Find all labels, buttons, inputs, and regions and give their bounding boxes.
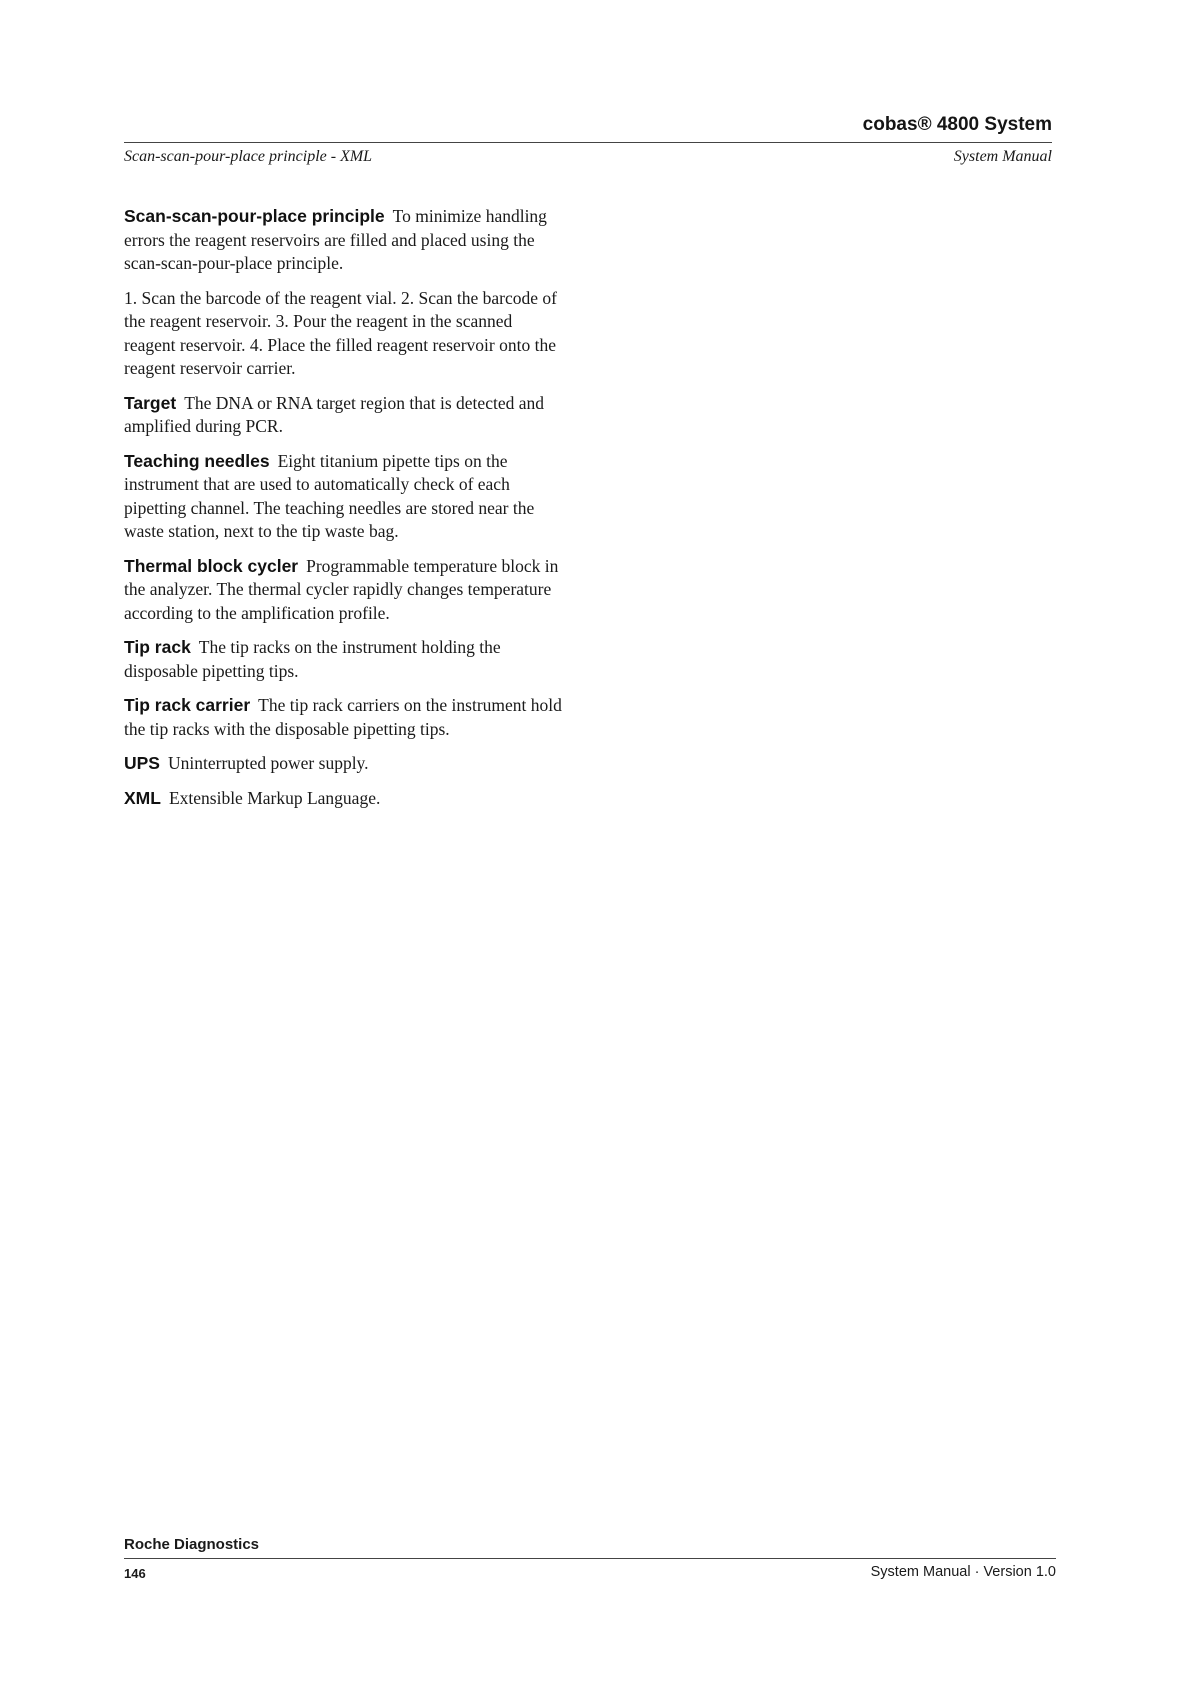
glossary-list [124, 205, 564, 821]
glossary-entry [124, 636, 564, 683]
footer-divider [124, 1558, 1056, 1559]
glossary-term: Tip rack carrier [124, 695, 251, 715]
glossary-entry [124, 787, 564, 811]
glossary-term: Thermal block cycler [124, 555, 299, 576]
glossary-term: Scan-scan-pour-place principle [124, 206, 385, 226]
glossary-term: Tip rack [124, 637, 191, 657]
company-name: Roche Diagnostics [124, 1536, 260, 1553]
glossary-entry [124, 752, 564, 776]
document-title: cobas® 4800 System [862, 114, 1052, 135]
glossary-definition: The DNA or RNA target region that is detected and amplified during PCR. [124, 392, 544, 436]
glossary-term: Teaching needles [124, 450, 270, 471]
glossary-definition: Programmable temperature block in the analyzer. The thermal cycler rapidly changes temperature according to the amplification profile. [124, 555, 559, 623]
header-divider [124, 142, 1052, 143]
manual-version: System Manual · Version 1.0 [870, 1564, 1056, 1580]
glossary-definition: To minimize handling errors the reagent reservoirs are filled and placed using the scan-scan-pour-place principle. [124, 206, 547, 273]
document-subtitle: System Manual [953, 148, 1052, 165]
glossary-entry [124, 392, 564, 439]
glossary-term: XML [124, 787, 161, 808]
glossary-term: UPS [124, 753, 160, 773]
glossary-term: Target [124, 392, 177, 413]
glossary-definition-steps: 1. Scan the barcode of the reagent vial. 2. Scan the barcode of the reagent reservoir. 3. Pour the reagent in the scanned reagent reservoir. 4. Place the filled reagent reservoir onto the reagent reservoir carrier. [124, 287, 557, 378]
glossary-entry [124, 205, 564, 276]
glossary-entry [124, 694, 564, 741]
glossary-definition: Extensible Markup Language. [168, 787, 381, 808]
glossary-entry [124, 450, 564, 544]
glossary-definition: The tip rack carriers on the instrument hold the tip racks with the disposable pipetting tips. [124, 695, 562, 739]
page-number: 146 [124, 1566, 146, 1581]
glossary-definition: Eight titanium pipette tips on the instrument that are used to automatically check of each pipetting channel. The teaching needles are stored near the waste station, next to the tip waste bag. [124, 450, 535, 541]
section-range: Scan-scan-pour-place principle - XML [124, 148, 373, 165]
glossary-entry [124, 555, 564, 626]
glossary-definition: Uninterrupted power supply. [167, 753, 369, 773]
glossary-definition: The tip racks on the instrument holding the disposable pipetting tips. [124, 637, 501, 681]
